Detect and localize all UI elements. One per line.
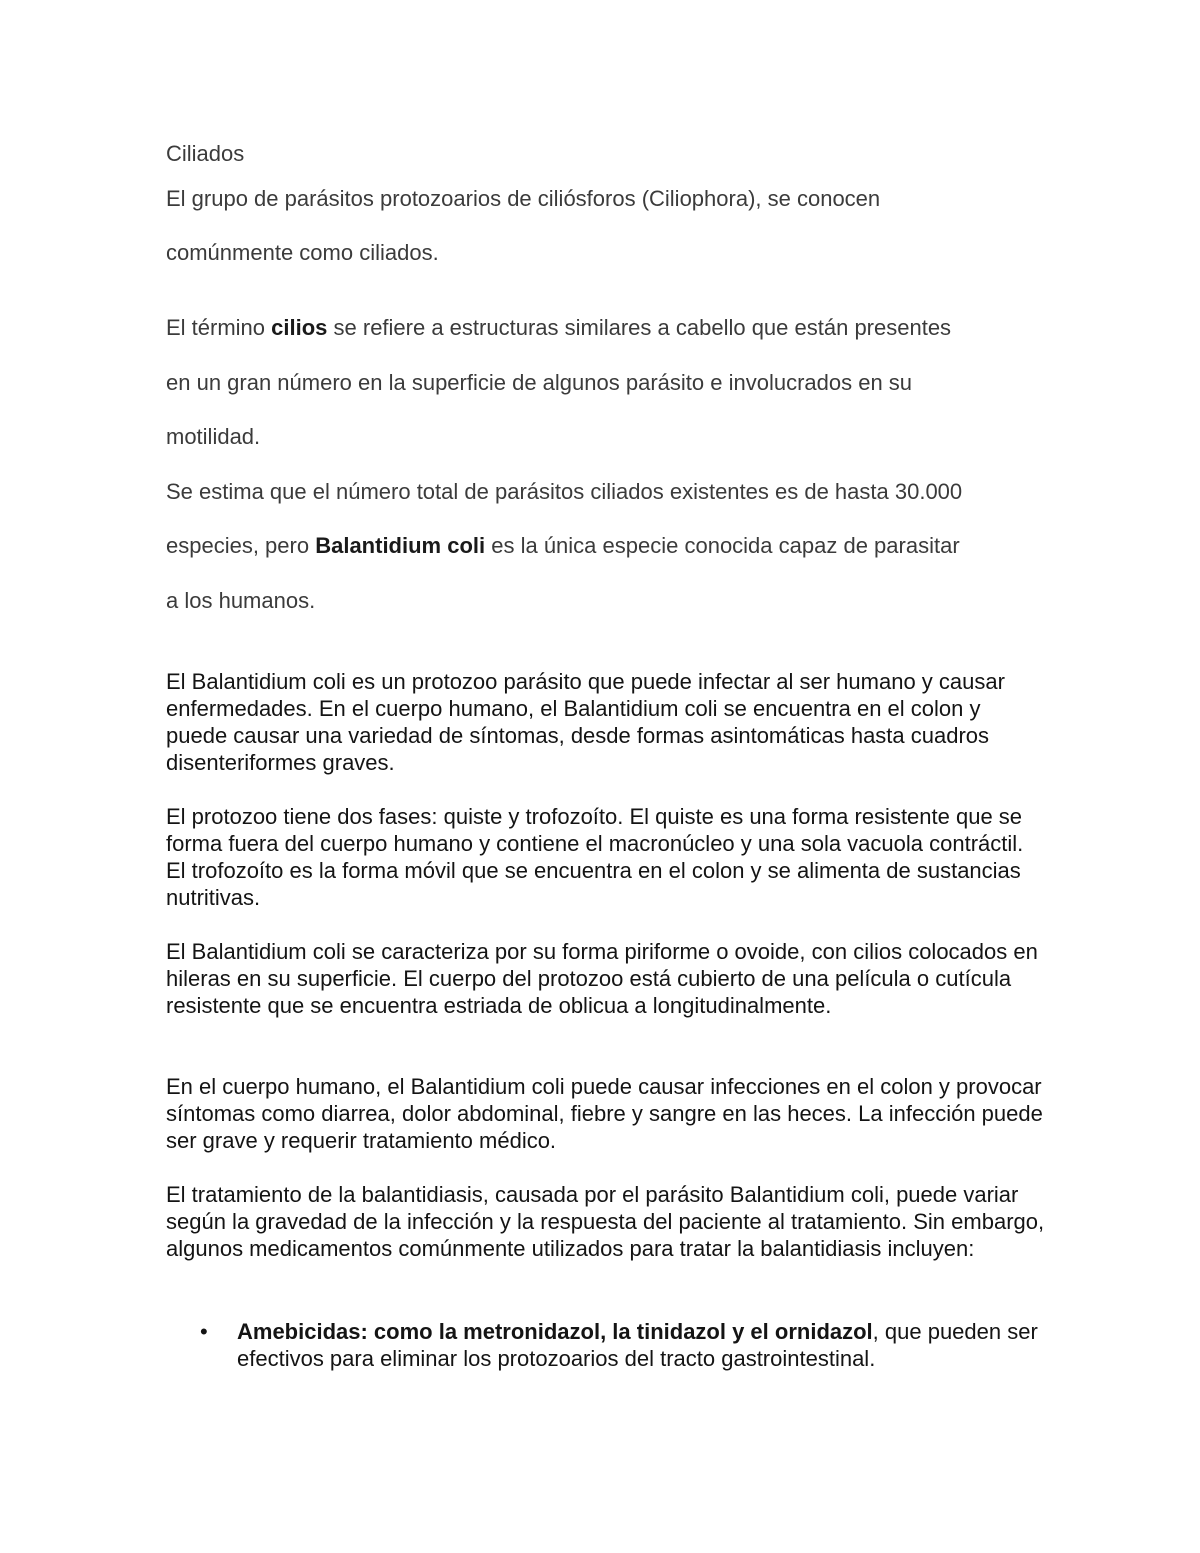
list-item-bold: Amebicidas: como la metronidazol, la tinidazol y el ornidazol (237, 1319, 873, 1344)
estimate-line-3: a los humanos. (166, 588, 316, 613)
list-item (166, 1318, 1046, 1372)
estimate-line-2-prefix: especies, pero (166, 533, 316, 558)
intro-line-2: comúnmente como ciliados. (166, 240, 439, 265)
paragraph-treatment: El tratamiento de la balantidiasis, causada por el parásito Balantidium coli, puede variar según la gravedad de la infección y la respuesta del paciente al tratamiento. Sin embargo, algunos medicamentos comúnmente utilizados para tratar la balantidiasis incluyen: (166, 1182, 1045, 1261)
estimate-line-2 (166, 531, 960, 561)
paragraph-morphology: El Balantidium coli se caracteriza por su forma piriforme o ovoide, con cilios colocados en hileras en su superficie. El cuerpo del protozoo está cubierto de una película o cutícula resistente que se encuentra estriada de oblicua a longitudinalmente. (166, 939, 1038, 1018)
estimate-line-1: Se estima que el número total de parásitos ciliados existentes es de hasta 30.000 (166, 479, 963, 504)
cilios-line-1-prefix: El término (166, 315, 272, 340)
cilios-line-3: motilidad. (166, 424, 261, 449)
list-item-text: , que pueden ser efectivos para eliminar los protozoarios del tracto gastrointestinal. (237, 1319, 1038, 1371)
cilios-term: cilios (271, 315, 328, 340)
species-name: Balantidium coli (315, 533, 486, 558)
paragraph-infection: En el cuerpo humano, el Balantidium coli puede causar infecciones en el colon y provocar síntomas como diarrea, dolor abdominal, fiebre y sangre en las heces. La infección puede ser grave y requerir tratamiento médico. (166, 1074, 1043, 1153)
paragraph-phases: El protozoo tiene dos fases: quiste y trofozoíto. El quiste es una forma resistente que se forma fuera del cuerpo humano y contiene el macronúcleo y una sola vacuola contráctil. El trofozoíto es la forma móvil que se encuentra en el colon y se alimenta de sustancias nutritivas. (166, 804, 1024, 910)
estimate-line-2-suffix: es la única especie conocida capaz de parasitar (485, 533, 960, 558)
bullet-icon: • (200, 1319, 208, 1344)
cilios-line-1 (166, 313, 951, 343)
intro-line-1: El grupo de parásitos protozoarios de ciliósforos (Ciliophora), se conocen (166, 186, 881, 211)
document-title: Ciliados (166, 141, 245, 166)
treatment-list (166, 1318, 1046, 1372)
cilios-line-1-suffix: se refiere a estructuras similares a cabello que están presentes (327, 315, 952, 340)
cilios-line-2: en un gran número en la superficie de algunos parásito e involucrados en su (166, 370, 913, 395)
paragraph-balantidium-intro: El Balantidium coli es un protozoo parásito que puede infectar al ser humano y causar enfermedades. En el cuerpo humano, el Balantidium coli se encuentra en el colon y puede causar una variedad de síntomas, desde formas asintomáticas hasta cuadros disenteriformes graves. (166, 669, 1005, 775)
